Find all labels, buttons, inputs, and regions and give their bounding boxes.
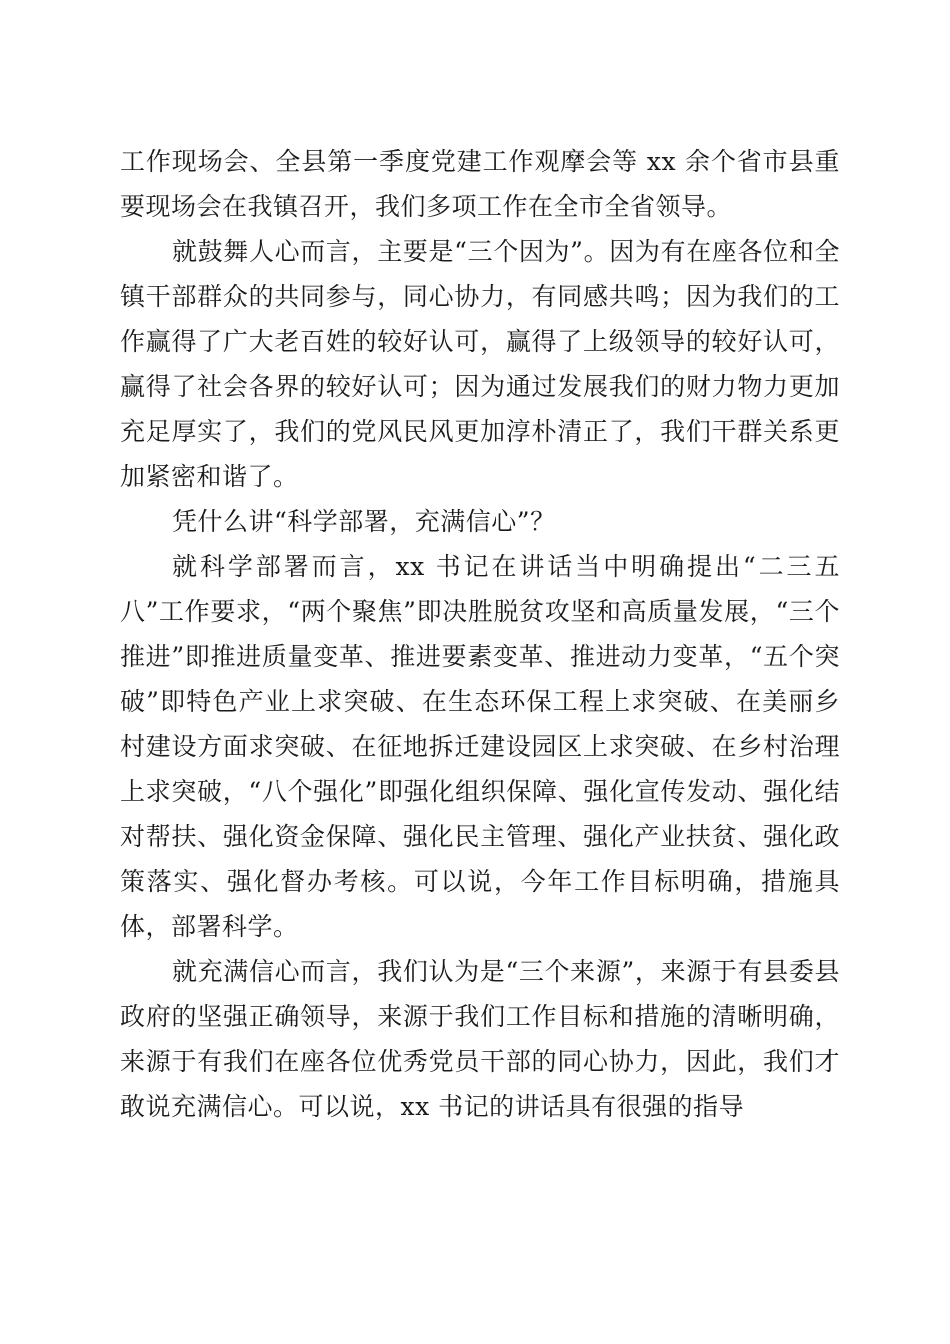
- text-line: 工作现场会、全县第一季度党建工作观摩会等 xx 余个省市县重: [120, 147, 840, 176]
- text-line: 明确，来源于有我们在座各位优秀党员干部的同心协力，因此，: [120, 1002, 840, 1076]
- text-line: 们的工作赢得了广大老百姓的较好认可，赢得了上级领导的较: [120, 282, 840, 356]
- paragraph: [120, 949, 840, 1129]
- text-line: 就充满信心而言，我们认为是“三个来源”，来源于有县: [172, 957, 789, 986]
- text-line: 我们才敢说充满信心。可以说，xx 书记的讲话具有很强的指导: [120, 1047, 840, 1121]
- text-line: 们干群关系更加紧密和谐了。: [120, 417, 840, 491]
- text-line: 委县政府的坚强正确领导，来源于我们工作目标和措施的清晰: [120, 957, 840, 1031]
- document-body: [120, 139, 840, 1129]
- text-line: 力物力更加充足厚实了，我们的党风民风更加淳朴清正了，我: [120, 372, 840, 446]
- text-line: 好认可，赢得了社会各界的较好认可；因为通过发展我们的财: [120, 327, 840, 401]
- text-line: 就鼓舞人心而言，主要是“三个因为”。因为有在座各位: [172, 237, 789, 266]
- text-line: 在美丽乡村建设方面求突破、在征地拆迁建设园区上求突破、: [120, 687, 840, 761]
- paragraph: [120, 139, 840, 229]
- text-line: 产业扶贫、强化政策落实、强化督办考核。可以说，今年工作: [120, 822, 840, 896]
- text-line: 八”工作要求，“两个聚焦”即决胜脱贫攻坚和高质量发展，: [120, 597, 776, 626]
- paragraph: [120, 229, 840, 499]
- text-line: 目标明确，措施具体，部署科学。: [120, 867, 840, 941]
- paragraph-heading-question: [120, 499, 840, 544]
- text-line: 在乡村治理上求突破，“八个强化”即强化组织保障、强化宣: [120, 732, 840, 806]
- text-line: 和全镇干部群众的共同参与，同心协力，有同感共鸣；因为我: [120, 237, 840, 311]
- text-line: 传发动、强化结对帮扶、强化资金保障、强化民主管理、强化: [120, 777, 840, 851]
- paragraph: [120, 544, 840, 949]
- text-line: 就科学部署而言，xx 书记在讲话当中明确提出“二三五: [172, 552, 840, 581]
- text-line: “五个突破”即特色产业上求突破、在生态环保工程上求突破、: [120, 642, 840, 716]
- text-line: 凭什么讲“科学部署，充满信心”？: [172, 507, 556, 536]
- text-line: “三个推进”即推进质量变革、推进要素变革、推进动力变革，: [120, 597, 840, 671]
- text-line: 要现场会在我镇召开，我们多项工作在全市全省领导。: [120, 192, 733, 221]
